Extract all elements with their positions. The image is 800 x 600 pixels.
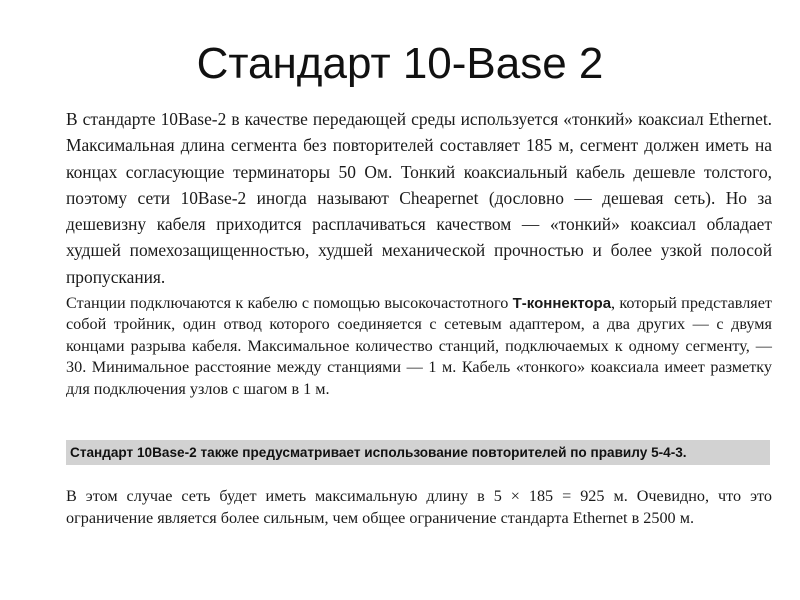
- highlight-banner: [66, 440, 770, 465]
- t-connector-term: Т-коннектора: [512, 295, 612, 312]
- paragraph-t-connector-before: Станции подключаются к кабелю с помощью высокочастотного: [66, 294, 513, 312]
- paragraph-thin-coax: В стандарте 10Base-2 в качестве передающей среды используется «тонкий» коаксиал Ethernet. Максимальная длина сегмента без повторителей составляет 185 м, сегмент должен иметь на концах согласующие терминаторы 50 Ом. Тонкий коаксиальный кабель дешевле толстого, поэтому сети 10Base-2 иногда называют Cheapernet (дословно — дешевая сеть). Но за дешевизну кабеля приходится расплачиваться качеством — «тонкий» коаксиал обладает худшей помехозащищенностью, худшей механической прочностью и более узкой полосой пропускания.: [66, 109, 772, 287]
- slide-title: Стандарт 10-Base 2: [196, 39, 604, 88]
- highlight-text: Стандарт 10Base-2 также предусматривает использование повторителей по правилу 5-4-3.: [70, 445, 687, 460]
- paragraph-t-connector-after: , который представляет собой тройник, один отвод которого соединяется с сетевым адаптером, а два других — с двумя концами разрыва кабеля. Максимальное количество станций, подключаемых к одному сегменту, — 30. Минимальное расстояние между станциями — 1 м. Кабель «тонкого» коаксиала имеет разметку для подключения узлов с шагом в 1 м.: [66, 294, 772, 398]
- paragraph-t-connector: [66, 293, 772, 400]
- paragraph-max-length: В этом случае сеть будет иметь максимальную длину в 5 × 185 = 925 м. Очевидно, что это ограничение является более сильным, чем общее ограничение стандарта Ethernet в 2500 м.: [66, 487, 772, 527]
